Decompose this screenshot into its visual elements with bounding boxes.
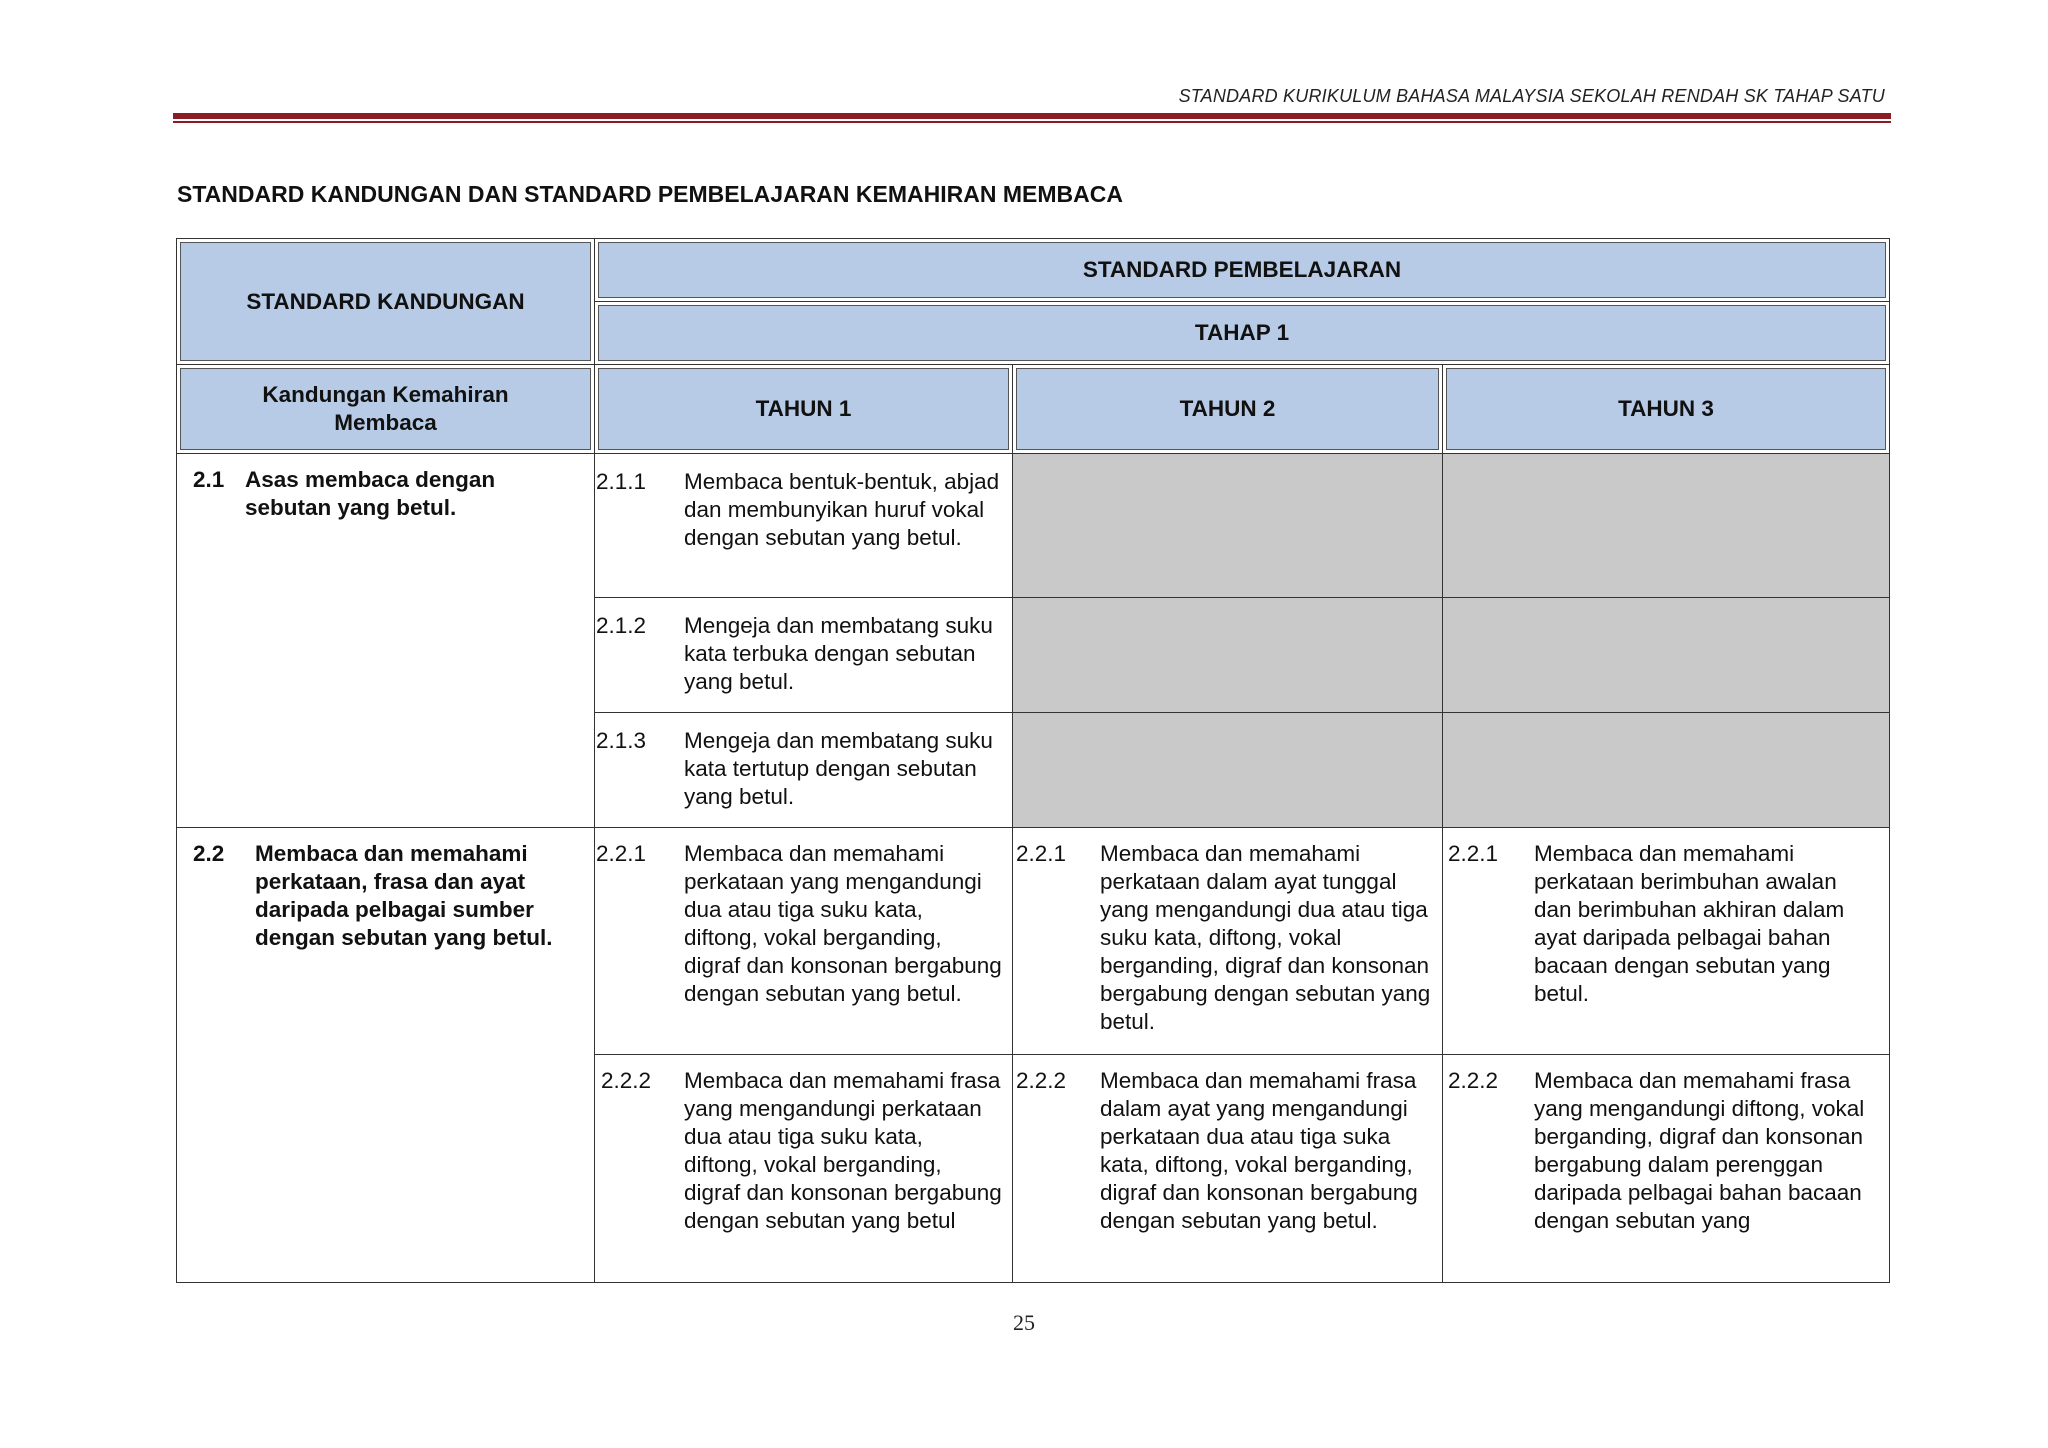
sp-cell-tahun2-empty	[1013, 598, 1443, 713]
sp-cell-tahun3-empty	[1443, 598, 1890, 713]
sp-number: 2.2.1	[1448, 841, 1499, 866]
sk-cell-2-2	[177, 828, 595, 1283]
standards-table	[176, 238, 1890, 1283]
sp-cell-tahun3	[1443, 1055, 1890, 1283]
header-rule-thin	[173, 121, 1891, 123]
sk-number: 2.2	[193, 841, 225, 866]
sk-title: Membaca dan memahami perkataan, frasa dan ayat daripada pelbagai sumber dengan sebutan yang betul.	[255, 841, 553, 950]
sp-text: Membaca bentuk-bentuk, abjad dan membunyikan huruf vokal dengan sebutan yang betul.	[684, 469, 1000, 550]
header-tahun-1: TAHUN 1	[595, 365, 1013, 454]
table-header-row	[177, 365, 1890, 454]
sk-cell-2-1	[177, 454, 595, 828]
sp-text: Membaca dan memahami perkataan yang mengandungi dua atau tiga suku kata, diftong, vokal berganding, digraf dan konsonan bergabung dengan sebutan yang betul.	[684, 841, 1002, 1006]
sp-cell-tahun1	[595, 454, 1013, 598]
page-title: STANDARD KANDUNGAN DAN STANDARD PEMBELAJARAN KEMAHIRAN MEMBACA	[177, 181, 1123, 207]
sp-cell-tahun3-empty	[1443, 713, 1890, 828]
header-tahap: TAHAP 1	[595, 302, 1890, 365]
page-number: 25	[1013, 1310, 1035, 1335]
sp-number: 2.2.2	[601, 1068, 652, 1093]
sp-cell-tahun1	[595, 1055, 1013, 1283]
sp-cell-tahun2-empty	[1013, 454, 1443, 598]
sp-cell-tahun3-empty	[1443, 454, 1890, 598]
sp-number: 2.1.1	[596, 469, 647, 494]
header-rule	[173, 113, 1891, 119]
sp-text: Membaca dan memahami perkataan dalam ayat tunggal yang mengandungi dua atau tiga suku kata, diftong, vokal berganding, digraf dan konsonan bergabung dengan sebutan yang betul.	[1100, 841, 1431, 1034]
header-standard-kandungan: STANDARD KANDUNGAN	[177, 239, 595, 365]
header-tahun-3: TAHUN 3	[1443, 365, 1890, 454]
sp-cell-tahun3	[1443, 828, 1890, 1055]
table-row	[177, 828, 1890, 1055]
sp-number: 2.1.2	[596, 613, 647, 638]
sk-number: 2.1	[193, 467, 225, 492]
sp-text: Membaca dan memahami frasa yang mengandungi diftong, vokal berganding, digraf dan konsonan bergabung dalam perenggan daripada pelbagai bahan bacaan dengan sebutan yang	[1534, 1068, 1865, 1233]
sp-cell-tahun1	[595, 598, 1013, 713]
sp-number: 2.2.1	[1016, 841, 1067, 866]
header-standard-pembelajaran: STANDARD PEMBELAJARAN	[595, 239, 1890, 302]
sp-text: Membaca dan memahami perkataan berimbuhan awalan dan berimbuhan akhiran dalam ayat daripada pelbagai bahan bacaan dengan sebutan yang betul.	[1534, 841, 1845, 1006]
sp-text: Membaca dan memahami frasa yang mengandungi perkataan dua atau tiga suku kata, diftong, vokal berganding, digraf dan konsonan bergabung dengan sebutan yang betul	[684, 1068, 1002, 1233]
sp-cell-tahun1	[595, 828, 1013, 1055]
running-header: STANDARD KURIKULUM BAHASA MALAYSIA SEKOLAH RENDAH SK TAHAP SATU	[1178, 86, 1885, 106]
sp-number: 2.2.2	[1448, 1068, 1499, 1093]
sp-cell-tahun2	[1013, 1055, 1443, 1283]
sp-cell-tahun2-empty	[1013, 713, 1443, 828]
sk-title: Asas membaca dengan sebutan yang betul.	[245, 467, 496, 520]
table-row	[177, 454, 1890, 598]
table-header-row	[177, 239, 1890, 302]
sp-cell-tahun1	[595, 713, 1013, 828]
sp-number: 2.1.3	[596, 728, 647, 753]
sp-text: Mengeja dan membatang suku kata terbuka dengan sebutan yang betul.	[684, 613, 993, 694]
sp-cell-tahun2	[1013, 828, 1443, 1055]
sp-text: Membaca dan memahami frasa dalam ayat yang mengandungi perkataan dua atau tiga suka kata, diftong, vokal berganding, digraf dan konsonan bergabung dengan sebutan yang betul.	[1100, 1068, 1418, 1233]
sp-text: Mengeja dan membatang suku kata tertutup dengan sebutan yang betul.	[684, 728, 993, 809]
header-tahun-2: TAHUN 2	[1013, 365, 1443, 454]
header-kandungan-kemahiran	[177, 365, 595, 454]
sp-number: 2.2.1	[596, 841, 647, 866]
sp-number: 2.2.2	[1016, 1068, 1067, 1093]
header-kandungan-kemahiran-label: Kandungan Kemahiran Membaca	[262, 382, 509, 435]
